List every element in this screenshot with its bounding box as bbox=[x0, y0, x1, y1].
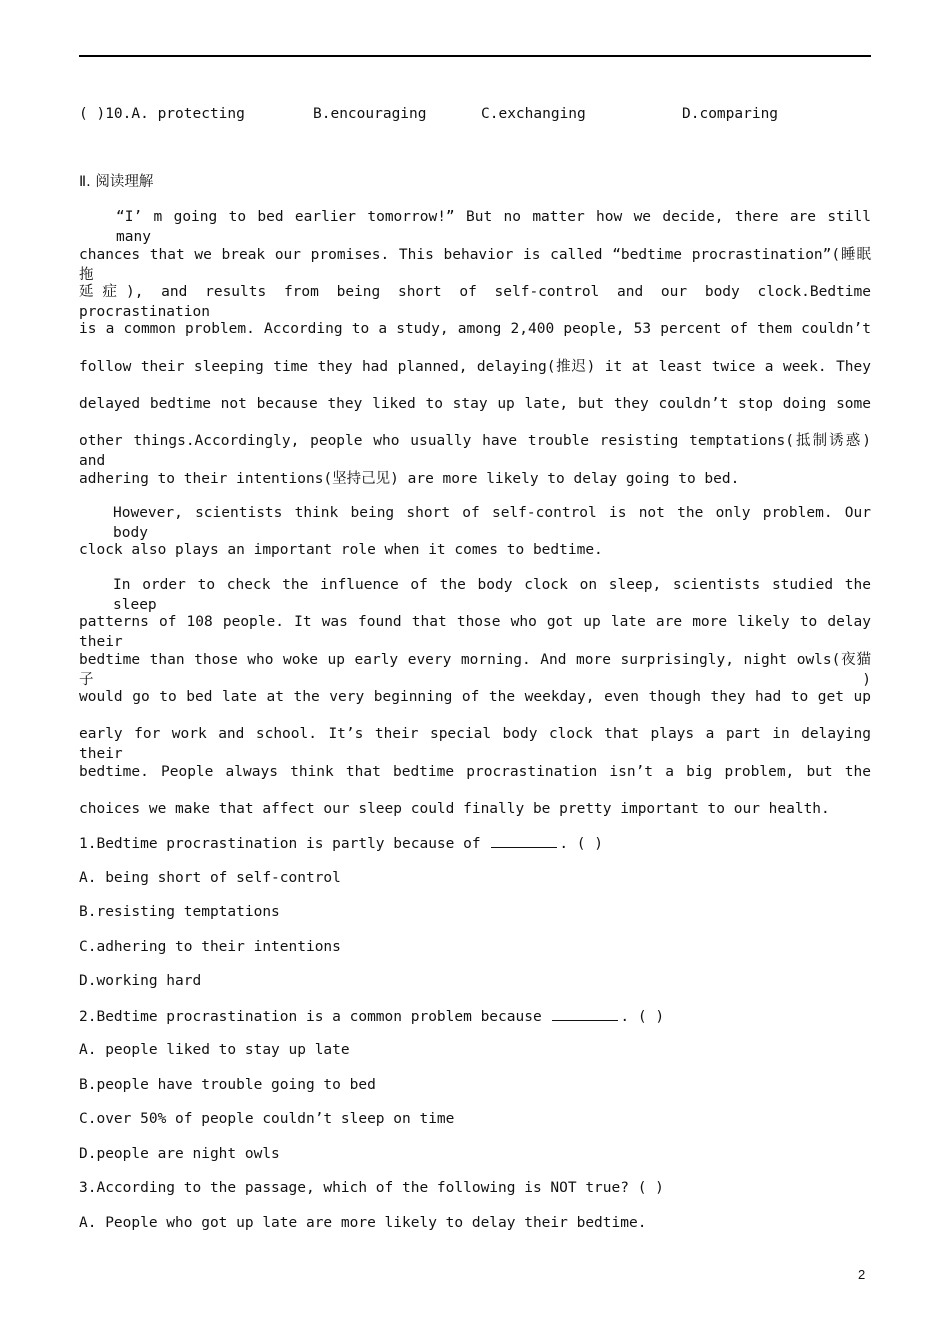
header-rule bbox=[79, 55, 871, 57]
passage-line: follow their sleeping time they had planned, delaying(推迟) it at least twice a week. They bbox=[79, 359, 871, 375]
passage-line: early for work and school. It’s their special body clock that plays a part in delaying their bbox=[79, 726, 871, 762]
passage-line: bedtime. People always think that bedtime procrastination isn’t a big problem, but the bbox=[79, 764, 871, 780]
passage-line: chances that we break our promises. This behavior is called “bedtime procrastination”(睡眠拖 bbox=[79, 247, 871, 283]
q10-option-a: ( )10.A. protecting bbox=[79, 106, 245, 122]
passage-line: 延症), and results from being short of self-control and our body clock.Bedtime procrastination bbox=[79, 284, 871, 320]
section-title: Ⅱ. 阅读理解 bbox=[79, 174, 154, 190]
q2-option: C.over 50% of people couldn’t sleep on time bbox=[79, 1111, 455, 1127]
q1-option: C.adhering to their intentions bbox=[79, 939, 341, 955]
q3-option: A. People who got up late are more likely to delay their bedtime. bbox=[79, 1215, 647, 1231]
passage-line: “I’ m going to bed earlier tomorrow!” But no matter how we decide, there are still many bbox=[116, 209, 871, 245]
passage-line: is a common problem. According to a study, among 2,400 people, 53 percent of them couldn’t bbox=[79, 321, 871, 337]
answer-blank bbox=[552, 1006, 618, 1021]
q10-option-d: D.comparing bbox=[682, 106, 779, 122]
q10-option-b: B.encouraging bbox=[313, 106, 427, 122]
question-2 bbox=[79, 1006, 871, 1027]
page-number: 2 bbox=[858, 1267, 866, 1282]
passage-line: In order to check the influence of the body clock on sleep, scientists studied the sleep bbox=[113, 577, 871, 613]
q1-option: A. being short of self-control bbox=[79, 870, 341, 886]
answer-blank bbox=[491, 833, 557, 848]
passage-line: clock also plays an important role when it comes to bedtime. bbox=[79, 542, 603, 558]
q2-option: B.people have trouble going to bed bbox=[79, 1077, 376, 1093]
q1-option: D.working hard bbox=[79, 973, 202, 989]
passage-line: delayed bedtime not because they liked to stay up late, but they couldn’t stop doing some bbox=[79, 396, 871, 412]
passage-line: However, scientists think being short of self-control is not the only problem. Our body bbox=[113, 505, 871, 541]
answer-bracket: . ( ) bbox=[559, 836, 603, 852]
passage-line: patterns of 108 people. It was found that those who got up late are more likely to delay their bbox=[79, 614, 871, 650]
question-3: 3.According to the passage, which of the following is NOT true? ( ) bbox=[79, 1180, 664, 1196]
passage-line: would go to bed late at the very beginning of the weekday, even though they had to get up bbox=[79, 689, 871, 705]
q2-option: A. people liked to stay up late bbox=[79, 1042, 350, 1058]
passage-line: adhering to their intentions(坚持己见) are more likely to delay going to bed. bbox=[79, 471, 740, 487]
passage-line: bedtime than those who woke up early every morning. And more surprisingly, night owls(夜猫子) bbox=[79, 652, 871, 688]
question-1 bbox=[79, 833, 871, 854]
passage-line: choices we make that affect our sleep could finally be pretty important to our health. bbox=[79, 801, 830, 817]
question-stem: 2.Bedtime procrastination is a common problem because bbox=[79, 1009, 542, 1025]
q1-option: B.resisting temptations bbox=[79, 904, 280, 920]
q2-option: D.people are night owls bbox=[79, 1146, 280, 1162]
answer-bracket: . ( ) bbox=[620, 1009, 665, 1025]
question-stem: 1.Bedtime procrastination is partly because of bbox=[79, 836, 481, 852]
passage-line: other things.Accordingly, people who usually have trouble resisting temptations(抵制诱惑) and bbox=[79, 433, 871, 469]
q10-option-c: C.exchanging bbox=[481, 106, 586, 122]
